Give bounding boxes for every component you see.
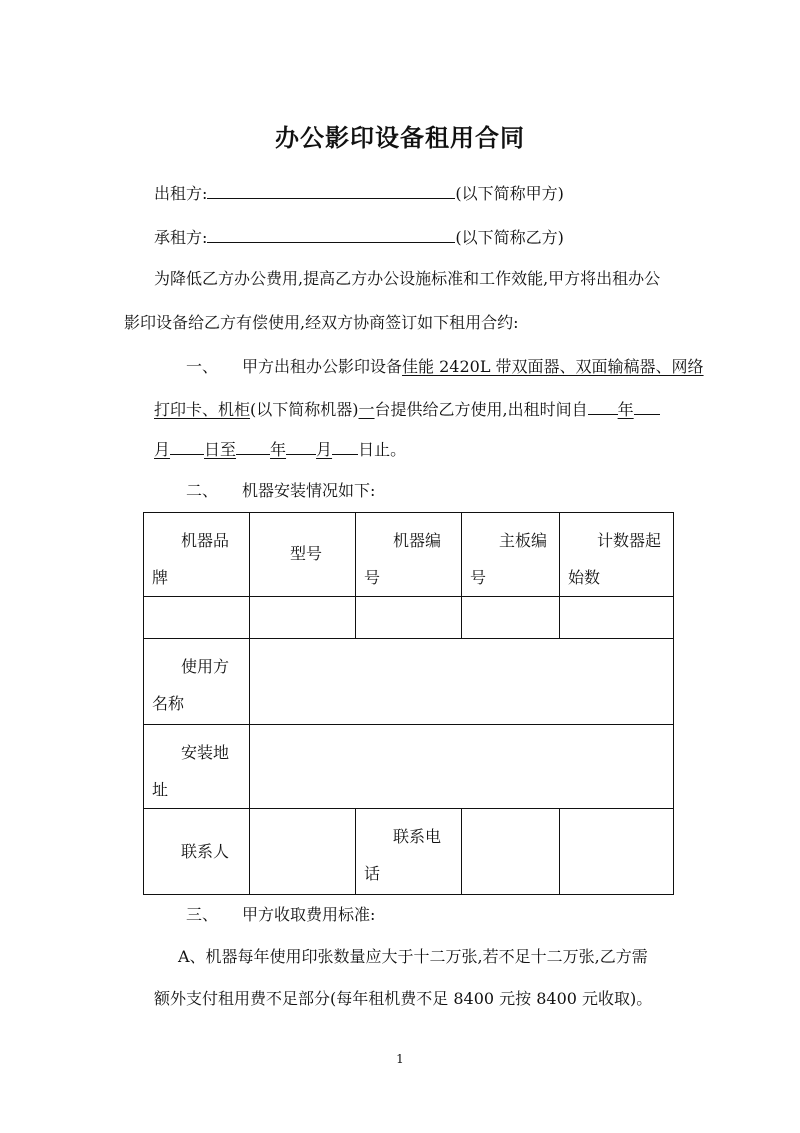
header-board: 主板编 号 — [462, 513, 560, 597]
end-year-blank[interactable] — [236, 438, 270, 455]
contact-cell[interactable] — [250, 809, 356, 895]
lessor-blank[interactable] — [207, 182, 455, 199]
clause1-line-2 — [154, 398, 660, 421]
clause1-middle: (以下简称机器) — [250, 400, 359, 419]
table-row-contact — [144, 809, 674, 895]
clause3-line — [186, 904, 375, 926]
lessee-suffix: (以下简称乙方) — [455, 228, 564, 247]
clause1-quantity: 一 — [358, 400, 375, 419]
header-model: 型号 — [250, 513, 356, 597]
end-month-label: 月 — [316, 440, 333, 459]
table-header-row — [144, 513, 674, 597]
clause1-line-1 — [186, 356, 704, 378]
clauseA-line-2: 额外支付租用费不足部分(每年租机费不足 8400 元按 8400 元收取)。 — [154, 989, 653, 1008]
clause2-line — [186, 480, 375, 502]
clause1-prefix: 甲方出租办公影印设备 — [242, 357, 403, 376]
lessee-label: 承租方: — [154, 228, 208, 247]
clause3-number: 三、 — [186, 905, 219, 924]
phone-cell-extra[interactable] — [560, 809, 674, 895]
start-year-label: 年 — [617, 400, 634, 419]
contact-label-cell: 联系人 — [144, 809, 250, 895]
day-end-label: 日止。 — [358, 440, 407, 459]
user-name-label-cell: 使用方 名称 — [144, 639, 250, 725]
clause1-after-qty: 台提供给乙方使用,出租时间自 — [374, 400, 588, 419]
page-number: 1 — [396, 1052, 404, 1066]
start-year-blank[interactable] — [588, 398, 618, 415]
lessee-blank[interactable] — [207, 226, 455, 243]
counter-cell[interactable] — [560, 597, 674, 639]
table-row-address — [144, 725, 674, 809]
phone-cell[interactable] — [462, 809, 560, 895]
lessor-suffix: (以下简称甲方) — [455, 184, 564, 203]
start-year-tail-blank[interactable] — [634, 398, 660, 415]
clause2-text: 机器安装情况如下: — [242, 481, 376, 500]
user-name-cell[interactable] — [250, 639, 674, 725]
machine-install-table — [143, 512, 674, 895]
lessor-line — [154, 182, 564, 205]
phone-label-cell: 联系电 话 — [356, 809, 462, 895]
table-row-machine — [144, 597, 674, 639]
header-serial: 机器编 号 — [356, 513, 462, 597]
clauseA-line-1: A、机器每年使用印张数量应大于十二万张,若不足十二万张,乙方需 — [178, 947, 648, 966]
model-cell[interactable] — [250, 597, 356, 639]
clause3-text: 甲方收取费用标准: — [242, 905, 376, 924]
clause2-number: 二、 — [186, 481, 219, 500]
brand-cell[interactable] — [144, 597, 250, 639]
clause1-equipment-2: 打印卡、机柜 — [154, 400, 251, 419]
end-day-blank[interactable] — [332, 438, 358, 455]
day-to-label: 日至 — [204, 440, 237, 459]
start-day-blank[interactable] — [170, 438, 204, 455]
header-counter: 计数器起 始数 — [560, 513, 674, 597]
intro-line-2: 影印设备给乙方有偿使用,经双方协商签订如下租用合约: — [124, 313, 519, 332]
end-month-blank[interactable] — [286, 438, 316, 455]
clause1-line-3 — [154, 438, 406, 461]
header-brand: 机器品 牌 — [144, 513, 250, 597]
clause1-number: 一、 — [186, 357, 219, 376]
serial-cell[interactable] — [356, 597, 462, 639]
start-month-label: 月 — [154, 440, 171, 459]
end-year-label: 年 — [270, 440, 287, 459]
contract-title: 办公影印设备租用合同 — [275, 123, 525, 152]
address-cell[interactable] — [250, 725, 674, 809]
table-row-user — [144, 639, 674, 725]
lessee-line — [154, 226, 564, 249]
intro-line-1: 为降低乙方办公费用,提高乙方办公设施标准和工作效能,甲方将出租办公 — [154, 269, 661, 288]
board-cell[interactable] — [462, 597, 560, 639]
lessor-label: 出租方: — [154, 184, 208, 203]
address-label-cell: 安装地 址 — [144, 725, 250, 809]
clause1-equipment-1: 佳能 2420L 带双面器、双面输稿器、网络 — [402, 357, 704, 376]
